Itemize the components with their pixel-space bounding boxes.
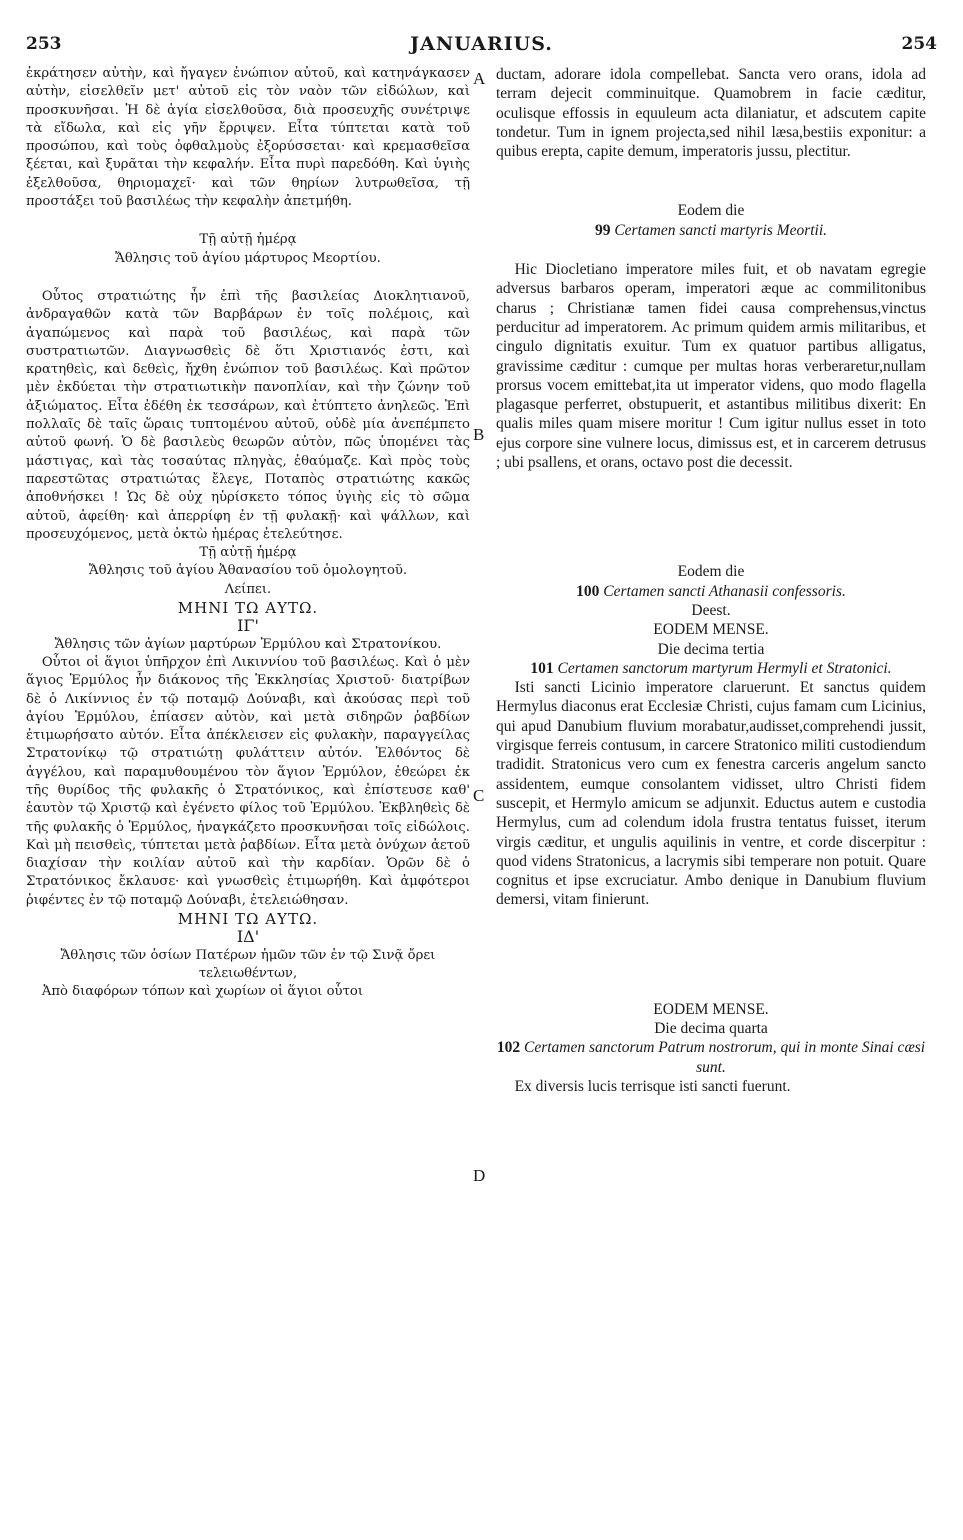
latin-column [496, 65, 926, 1096]
greek-heading-date-1: Τῇ αὐτῇ ἡμέρᾳ [199, 232, 297, 248]
margin-marker-d: D [473, 1166, 486, 1185]
latin-heading-3 [496, 659, 926, 678]
entry-number-99: 99 [594, 221, 611, 239]
latin-heading-note-2: Deest. [691, 601, 731, 619]
greek-day-13: ΙΓ' [237, 616, 259, 636]
running-header [26, 30, 937, 58]
latin-month-heading-1: EODEM MENSE. [653, 621, 769, 639]
entry-number-101: 101 [530, 659, 554, 677]
latin-heading-title-1: Certamen sancti martyris Meortii. [614, 221, 828, 239]
latin-month-heading-2: EODEM MENSE. [653, 1000, 769, 1018]
left-page-number: 253 [26, 34, 62, 54]
latin-heading-title-3: Certamen sanctorum martyrum Hermyli et Stratonici. [557, 659, 892, 677]
greek-heading-title-3: Ἄθλησις τῶν ἁγίων μαρτύρων Ἑρμύλου καὶ Στρατονίκου. [54, 636, 442, 652]
greek-paragraph-3: Οὗτοι οἱ ἅγιοι ὑπῆρχον ἐπὶ Λικιννίου τοῦ βασιλέως. Καὶ ὁ μὲν ἅγιος Ἑρμύλος ἦν διάκονος τῆς Ἐκκλησίας Χριστοῦ· διατρίβων δὲ ὁ Λικίννιος ἐν τῷ ποταμῷ Δούναβι, καὶ ἀκούσας περὶ τοῦ ἁγίου Ἑρμύλου, ἐπίασεν αὐτὸν, καὶ μετὰ σιδηρῶν ῥαβδίων ἐτιμωρήσατο αὐτόν. Εἶτα ἀπέκλεισεν εἰς φυλακὴν, παραγγείλας Στρατονίκῳ τῷ στρατιώτῃ φυλάττειν αὐτόν. Ἐλθόντος δὲ ἀγγέλου, καὶ παραμυθουμένου τὸν ἅγιον Ἑρμύλον, ἐθεώρει ἐκ τῆς θυρίδος τῆς φυλακῆς ὁ Στρατόνικος, καὶ ἐπίστευσε καθ' ἑαυτὸν τῷ Χριστῷ καὶ ἐγένετο φίλος τοῦ Ἑρμύλου. Ἐκβληθεὶς δὲ τῆς φυλακῆς ὁ Ἑρμύλος, ἠναγκάζετο προσκυνῆσαι τοῖς εἰδώλοις. Καὶ μὴ πεισθεὶς, τύπτεται μετὰ ῥαβδίων. Εἶτα μετὰ ὀνύχων ἀετοῦ διαχίσαν τὴν κοιλίαν αὐτοῦ καὶ τὴν καρδίαν. Ὁρῶν δὲ ὁ Στρατόνικος ἔκλαυσε· καὶ γνωσθεὶς ἐτιμωρήθη. Καὶ ἀμφότεροι ῥιφέντες ἐν τῷ ποταμῷ Δούναβι, ἐτελειώθησαν. [26, 654, 470, 908]
greek-column [26, 65, 470, 1002]
latin-heading-title-2: Certamen sancti Athanasii confessoris. [603, 582, 846, 600]
latin-heading-title-4: Certamen sanctorum Patrum nostrorum, qui in monte Sinai cæsi sunt. [523, 1039, 926, 1076]
greek-heading-date-2: Τῇ αὐτῇ ἡμέρᾳ [199, 545, 297, 561]
latin-paragraph-2: Hic Diocletiano imperatore miles fuit, et ob navatam egregie adversus barbaros operam, imperatori æque ac commilitonibus charus ; Christianæ tamen fidei causa comprehensus,vinctus perducitur ad imperatorem. Ac primum quidem armis militaribus, et cingulo dignitatis exuitur. Tum ex quatuor partibus alligatus, gravissime cæditur : cumque per multas horas verberaretur,nullam prorsus vocem emittebat,ita ut imperator videns, quo modo flagella plagasque perferret, obstupuerit, et astantibus militibus dixerit: En qualis miles quam misere moritur ! Cum igitur nullus esset in toto ejus corpore sine vulnere locus, dimissus est, et in carcerem detrusus ; ubi psallens, et orans, octavo post die decessit. [496, 261, 926, 472]
greek-paragraph-1: ἐκράτησεν αὐτὴν, καὶ ἤγαγεν ἐνώπιον αὐτοῦ, καὶ κατηνάγκασεν αὐτὴν, εἰσελθεῖν μετ' αὐτοῦ εἰς τὸν ναὸν τῶν εἰδώλων, καὶ προσκυνῆσαι. Ἡ δὲ ἁγία εἰσελθοῦσα, διὰ προσευχῆς συνέτριψε τὰ εἴδωλα, καὶ εἰς γῆν ἔρριψεν. Εἶτα τύπτεται κατὰ τοῦ προσώπου, καὶ τοὺς ὀφθαλμοὺς ἐξορύσσεται· καὶ κρεμασθεῖσα ξέεται, καὶ ξυρᾶται τὴν κεφαλήν. Εἶτα πυρὶ παρεδόθη. Καὶ ὑγιὴς ἐξελθοῦσα, θηριομαχεῖ· καὶ τῶν θηρίων λυτρωθεῖσα, τῇ προστάξει τοῦ βασιλέως τὴν κεφαλὴν ἀπετμήθη. [26, 66, 470, 210]
latin-heading-date-1: Eodem die [677, 202, 745, 220]
latin-heading-4 [496, 1038, 926, 1077]
entry-number-100: 100 [576, 582, 600, 600]
latin-heading-2 [496, 582, 926, 601]
latin-paragraph-4: Ex diversis lucis terrisque isti sancti fuerunt. [514, 1077, 791, 1095]
greek-heading-note-2: Λείπει. [224, 581, 272, 597]
latin-day-14: Die decima quarta [654, 1019, 768, 1037]
greek-heading-title-1: Ἄθλησις τοῦ ἁγίου μάρτυρος Μεορτίου. [115, 250, 381, 266]
right-page-number: 254 [901, 34, 937, 54]
margin-marker-a: A [473, 69, 486, 88]
greek-paragraph-4: Ἀπὸ διαφόρων τόπων καὶ χωρίων οἱ ἅγιοι οὗτοι [41, 984, 363, 1000]
margin-marker-b: B [473, 425, 485, 444]
greek-heading-title-2: Ἄθλησις τοῦ ἁγίου Ἀθανασίου τοῦ ὁμολογητοῦ. [88, 563, 408, 579]
greek-paragraph-2: Οὗτος στρατιώτης ἦν ἐπὶ τῆς βασιλείας Διοκλητιανοῦ, ἀνδραγαθῶν κατὰ τῶν Βαρβάρων ἐν τοῖς πολέμοις, καὶ ἀγαπώμενος καὶ παρὰ τοῦ βασιλέως, καὶ παρὰ τῶν συστρατιωτῶν. Διαγνωσθεὶς δὲ ὅτι Χριστιανός ἐστι, καὶ κρατηθεὶς, καὶ δεθεὶς, ἤχθη ἐνώπιον τοῦ βασιλέως. Καὶ πρῶτον μὲν ἐκδύεται τὴν στρατιωτικὴν πανοπλίαν, καὶ τὴν ζώνην τοῦ ἀξιώματος. Εἶτα ἐδέθη ἐκ τεσσάρων, καὶ ἐτύπτετο ἀνηλεῶς. Ἐπὶ πολλαῖς δὲ ταῖς ὥραις τυπτομένου αὐτοῦ, οὐδὲ μία ἀνεπέμπετο αὐτοῦ φωνή. Ὁ δὲ βασιλεὺς θεωρῶν αὐτὸν, πῶς ὑπομένει τὰς μάστιγας, καὶ τὰς τοσαύτας πληγὰς, ἐθαύμαζε. Καὶ πρὸς τοὺς παρεστῶτας στρατιώτας ἔλεγε, Ποταπὸς στρατιώτης κακῶς ἀποθνήσκει ! Ὡς δὲ οὐχ ηὑρίσκετο τόπος ὑγιὴς εἰς τὸ σῶμα αὐτοῦ, ἀφείθη· καὶ ἀπερρίφη ἐν τῇ φυλακῇ· καὶ ψάλλων, καὶ προσευχόμενος, μετὰ ὀκτὼ ἡμέρας ἐτελεύτησε. [26, 288, 470, 542]
entry-number-102: 102 [496, 1039, 521, 1057]
latin-heading-1 [496, 221, 926, 240]
latin-paragraph-3: Isti sancti Licinio imperatore claruerunt. Et sanctus quidem Hermylus diaconus erat Ecclesiæ Christi, cujus famam cum Licinius, qui apud Danubium fluvium morabatur,audisset,comprehendi jussit, virgisque ferreis contusum, in carcere Stratonico militi custodiendum tradidit. Stratonicus vero cum ex fenestra carceris angelum sancto assidentem, eumque consolantem vidisset, ultro Christi fidem suscepit, et Hermylo amicum se adjunxit. Eductus autem e custodia Hermylus, cum ad colendum idola frustra tentatus fuisset, iterum virgis cæditur, et ungulis aquilinis in ventre, et corde discerpitur : quod videns Stratonicus, a lacrymis sibi temperare non potuit. Quare cognitus et ipse excruciatur. Ambo denique in Danubium fluvium demersi, vitam finierunt. [496, 679, 926, 909]
latin-day-13: Die decima tertia [657, 640, 765, 658]
greek-month-heading-2: ΜΗΝΙ ΤΩ ΑΥΤΩ. [177, 910, 319, 929]
greek-heading-title-4: Ἄθλησις τῶν ὁσίων Πατέρων ἡμῶν τῶν ἐν τῷ Σινᾷ ὄρει τελειωθέντων, [60, 947, 436, 981]
running-title: JANUARIUS. [410, 33, 553, 55]
latin-heading-date-2: Eodem die [677, 563, 745, 581]
greek-month-heading-1: ΜΗΝΙ ΤΩ ΑΥΤΩ. [177, 599, 319, 618]
latin-paragraph-1: ductam, adorare idola compellebat. Sancta vero orans, idola ad terram dejecit comminuitque. Quamobrem in facie cæditur, oculisque effossis in equuleum acta dilaniatur, et adscutem capite tondetur. Tum in ignem projecta,sed nihil læsa,bestiis exponitur: a quibus erepta, capite demum, imperatoris jussu, plectitur. [496, 66, 926, 161]
greek-day-14: ΙΔ' [236, 927, 260, 947]
margin-marker-c: C [473, 786, 485, 805]
